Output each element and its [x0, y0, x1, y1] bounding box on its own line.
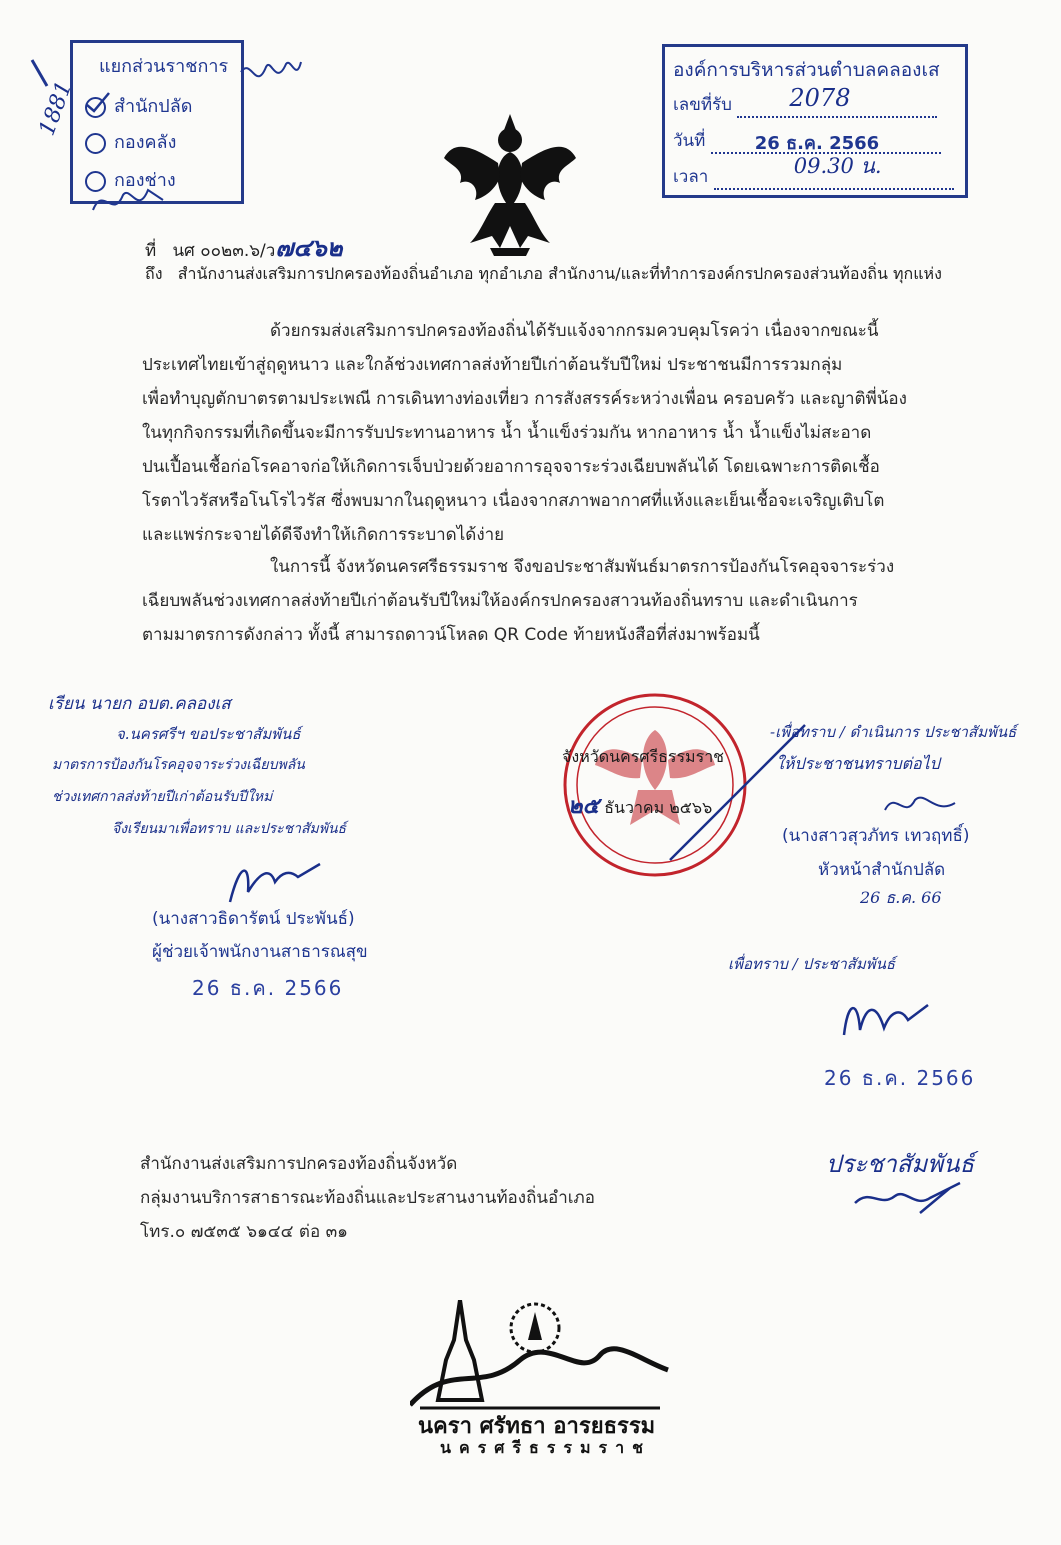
radio-check-icon: [85, 97, 106, 118]
receipt-date-row: วันที่ 26 ธ.ค. 2566: [673, 127, 941, 154]
province-stamp-line1: จังหวัดนครศรีธรรมราช: [562, 747, 725, 766]
receipt-number-row: เลขที่รับ 2078: [673, 91, 937, 118]
para2-line-2: เฉียบพลันช่วงเทศกาลส่งท้ายปีเก่าต้อนรับปีใหม่ให้องค์กรปกครองสาวนท้องถิ่นทราบ และดำเนินการ: [142, 591, 858, 611]
routing-signature: [236, 52, 306, 102]
city-logo-icon: [410, 1300, 670, 1410]
side-slash: [31, 59, 49, 86]
radio-icon: [85, 133, 106, 154]
right-signer-name: (นางสาวสุวภัทร เทวฤทธิ์): [782, 826, 970, 846]
para2-line-1: ในการนี้ จังหวัดนครศรีธรรมราช จึงขอประชาสัมพันธ์มาตรการป้องกันโรคอุจจาระร่วง: [270, 557, 895, 577]
logo-slogan: นครา ศรัทธา อารยธรรม: [418, 1414, 656, 1439]
para1-line-7: และแพร่กระจายได้ดีจึงทำให้เกิดการระบาดได้ง่าย: [142, 525, 505, 545]
right-signature: [880, 785, 960, 825]
routing-option-2: กองคลัง: [85, 127, 176, 156]
receipt-time: 09.30 น.: [793, 154, 882, 178]
para1-line-5: ปนเปื้อนเชื้อก่อโรคอาจก่อให้เกิดการเจ็บป่วยด้วยอาการอุจจาระร่วงเฉียบพลันได้ โดยเฉพาะการติดเชื้อ: [142, 457, 880, 477]
routing-signature-2: [88, 180, 168, 225]
footer-line-1: สำนักงานส่งเสริมการปกครองท้องถิ่นจังหวัด: [140, 1154, 458, 1174]
ref-handwritten: ๗๔๖๒: [275, 233, 343, 262]
left-note-line-4: ช่วงเทศกาลส่งท้ายปีเก่าต้อนรับปีใหม่: [52, 789, 273, 805]
left-note-line-3: มาตรการป้องกันโรคอุจจาระร่วงเฉียบพลัน: [52, 757, 305, 773]
routing-option-1: สำนักปลัด: [85, 91, 192, 120]
receipt-date: 26 ธ.ค. 2566: [754, 133, 880, 154]
right-note-line-2: ให้ประชาชนทราบต่อไป: [776, 754, 940, 773]
receipt-org: องค์การบริหารส่วนตำบลคลองเส: [673, 59, 940, 81]
right-note-line-3: เพื่อทราบ / ประชาสัมพันธ์: [728, 955, 896, 973]
province-stamp-date: ๒๕ ธันวาคม ๒๕๖๖: [568, 793, 713, 819]
para1-line-2: ประเทศไทยเข้าสู่ฤดูหนาว และใกล้ช่วงเทศกาลส่งท้ายปีเก่าต้อนรับปีใหม่ ประชาชนมีการรวมกลุ่ม: [142, 355, 843, 375]
side-note: 1881: [34, 77, 78, 140]
garuda-emblem: [440, 108, 580, 258]
right-note-line-4: ประชาสัมพันธ์: [826, 1150, 975, 1178]
left-signature: [220, 852, 330, 912]
right-date-stamp: 26 ธ.ค. 2566: [824, 1066, 976, 1090]
para1-line-6: โรตาไวรัสหรือโนโรไวรัส ซึ่งพบมากในฤดูหนาว เนื่องจากสภาพอากาศที่แห้งและเย็นเชื้อจะเจริญเติบโต: [142, 491, 885, 511]
para1-line-4: ในทุกกิจกรรมที่เกิดขึ้นจะมีการรับประทานอาหาร น้ำ น้ำแข็งร่วมกัน หากอาหาร น้ำ น้ำแข็งไม่สะอาด: [142, 423, 872, 443]
right-note-line-1: -เพื่อทราบ / ดำเนินการ ประชาสัมพันธ์: [770, 723, 1017, 741]
right-signer-position: หัวหน้าสำนักปลัด: [818, 860, 946, 880]
footer-line-3: โทร.๐ ๗๕๓๕ ๖๑๔๔ ต่อ ๓๑: [140, 1222, 348, 1242]
para1-line-3: เพื่อทำบุญตักบาตรตามประเพณี การเดินทางท่องเที่ยว การสังสรรค์ระหว่างเพื่อน ครอบครัว และญาติพี่น้อง: [142, 389, 907, 409]
para1-line-1: ด้วยกรมส่งเสริมการปกครองท้องถิ่นได้รับแจ้งจากกรมควบคุมโรคว่า เนื่องจากขณะนี้: [270, 321, 879, 341]
left-date-stamp: 26 ธ.ค. 2566: [192, 976, 344, 1000]
left-signer-position: ผู้ช่วยเจ้าพนักงานสาธารณสุข: [152, 942, 368, 962]
left-signer-name: (นางสาวธิดารัตน์ ประพันธ์): [152, 909, 355, 929]
receipt-number: 2078: [789, 84, 851, 112]
routing-title: แยกส่วนราชการ: [99, 56, 229, 77]
para2-line-3: ตามมาตรการดังกล่าว ทั้งนี้ สามารถดาวน์โหลด QR Code ท้ายหนังสือที่ส่งมาพร้อมนี้: [142, 625, 760, 645]
right-signature-2: [836, 990, 936, 1050]
left-note-line-5: จึงเรียนมาเพื่อทราบ และประชาสัมพันธ์: [112, 821, 347, 837]
right-signature-3: [850, 1178, 970, 1218]
routing-option-3: กองช่าง: [85, 165, 176, 194]
receipt-time-row: เวลา 09.30 น.: [673, 163, 954, 190]
right-short-date: 26 ธ.ค. 66: [860, 888, 942, 907]
to-line: ถึง สำนักงานส่งเสริมการปกครองท้องถิ่นอำเภอ ทุกอำเภอ สำนักงาน/และที่ทำการองค์กรปกครองส่วนท้องถิ่น ทุกแห่ง: [145, 264, 942, 283]
left-note-line-2: จ.นครศรีฯ ขอประชาสัมพันธ์: [116, 725, 301, 743]
logo-city: นครศรีธรรมราช: [440, 1438, 651, 1457]
receipt-stamp: [662, 44, 968, 198]
left-note-line-1: เรียน นายก อบต.คลองเส: [48, 694, 231, 714]
footer-line-2: กลุ่มงานบริการสาธารณะท้องถิ่นและประสานงานท้องถิ่นอำเภอ: [140, 1188, 595, 1208]
ref-line: ที่ นศ ๐๐๒๓.๖/ว๗๔๖๒: [145, 233, 343, 262]
